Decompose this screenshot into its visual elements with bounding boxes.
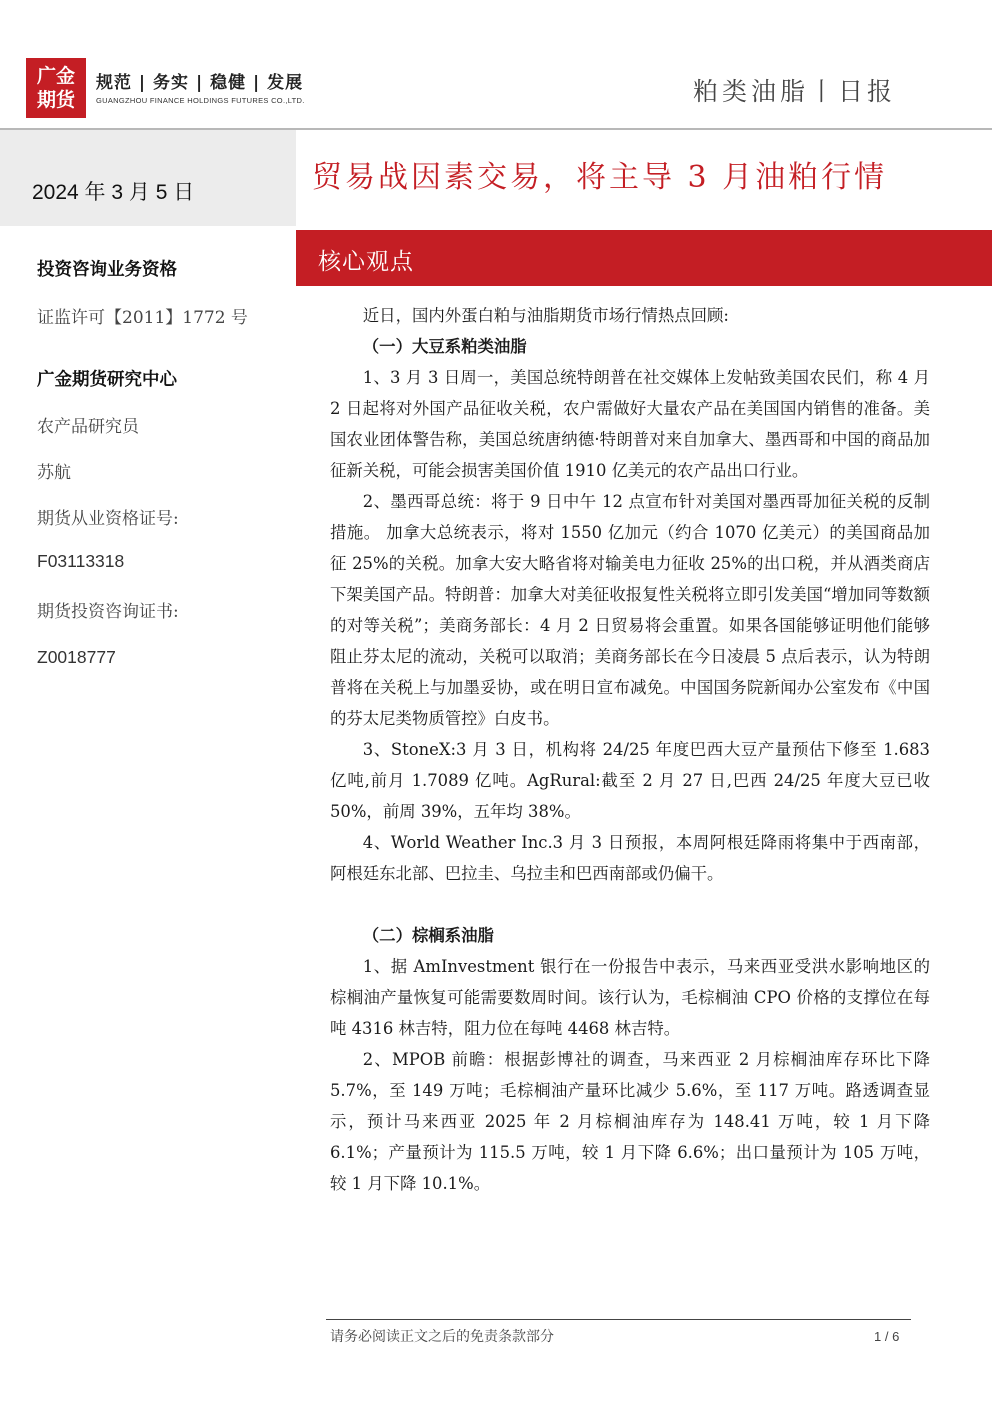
research-center: 广金期货研究中心 — [37, 370, 177, 390]
spacer — [330, 889, 930, 920]
consult-label: 期货投资咨询证书: — [37, 602, 179, 622]
date-box — [0, 130, 296, 226]
cert-label: 期货从业资格证号: — [37, 509, 179, 529]
company-english-name: GUANGZHOU FINANCE HOLDINGS FUTURES CO.,LTD. — [96, 96, 305, 105]
report-date: 2024 年 3 月 5 日 — [32, 181, 195, 204]
page-number: 1 / 6 — [874, 1329, 900, 1344]
company-slogan: 规范 | 务实 | 稳健 | 发展 — [96, 73, 304, 93]
analyst-name: 苏航 — [37, 463, 71, 483]
logo-text-line1: 广金 — [36, 65, 75, 87]
analyst-role: 农产品研究员 — [37, 417, 139, 437]
disclaimer-note: 请务必阅读正文之后的免责条款部分 — [330, 1329, 554, 1345]
report-title: 贸易战因素交易，将主导 3 月油粕行情 — [312, 160, 888, 195]
sidebar — [0, 130, 296, 1290]
report-type: 粕类油脂丨日报 — [692, 77, 896, 106]
paragraph: 2、墨西哥总统：将于 9 日中午 12 点宣布针对美国对墨西哥加征关税的反制措施。 加拿大总统表示，将对 1550 亿加元（约合 1070 亿美元）的美国商品加征 25%的关税。加拿大安大略省将对输美电力征收 25%的出口税，并从酒类商店下架美国产品。特朗普：加拿大对美征收报复性关税将立即引发美国“增加同等数额的对等关税”；美商务部长：4 月 2 日贸易将会重置。如果各国能够证明他们能够阻止芬太尼的流动，关税可以取消；美商务部长在今日凌晨 5 点后表示，认为特朗普将在关税上与加墨妥协，或在明日宣布减免。中国国务院新闻办公室发布《中国的芬太尼类物质管控》白皮书。 — [330, 492, 930, 728]
subheading-soy: （一）大豆系粕类油脂 — [362, 337, 527, 356]
paragraph: 2、MPOB 前瞻：根据彭博社的调查，马来西亚 2 月棕榈油库存环比下降 5.7%，至 149 万吨；毛棕榈油产量环比减少 5.6%，至 117 万吨。路透调查显示，预计马来西亚 2025 年 2 月棕榈油库存为 148.41 万吨，较 1 月下降 6.1%；产量预计为 115.5 万吨，较 1 月下降 6.6%；出口量预计为 105 万吨，较 1 月下降 10.1%。 — [330, 1050, 930, 1193]
cert-number: F03113318 — [37, 551, 125, 571]
paragraph: 1、据 AmInvestment 银行在一份报告中表示，马来西亚受洪水影响地区的棕榈油产量恢复可能需要数周时间。该行认为，毛棕榈油 CPO 价格的支撑位在每吨 4316 林吉特，阻力位在每吨 4468 林吉特。 — [330, 957, 930, 1038]
section-header — [296, 230, 992, 286]
qualification-title: 投资咨询业务资格 — [37, 260, 177, 280]
company-logo — [26, 58, 86, 118]
section-title: 核心观点 — [318, 249, 414, 275]
report-body — [330, 300, 930, 1199]
consult-number: Z0018777 — [37, 647, 116, 667]
subheading-palm: （二）棕榈系油脂 — [362, 926, 494, 945]
intro-paragraph: 近日，国内外蛋白粕与油脂期货市场行情热点回顾: — [362, 306, 729, 325]
qualification-license: 证监许可【2011】1772 号 — [37, 308, 248, 328]
paragraph: 4、World Weather Inc.3 月 3 日预报，本周阿根廷降雨将集中于西南部，阿根廷东北部、巴拉圭、乌拉圭和巴西南部或仍偏干。 — [330, 833, 930, 883]
footer-divider — [326, 1319, 911, 1320]
paragraph: 3、StoneX:3 月 3 日，机构将 24/25 年度巴西大豆产量预估下修至 1.683 亿吨,前月 1.7089 亿吨。AgRural:截至 2 月 27 日,巴西 24/25 年度大豆已收 50%，前周 39%，五年均 38%。 — [330, 740, 930, 821]
paragraph: 1、3 月 3 日周一，美国总统特朗普在社交媒体上发帖致美国农民们，称 4 月 2 日起将对外国产品征收关税，农户需做好大量农产品在美国国内销售的准备。美国农业团体警告称，美国总统唐纳德·特朗普对来自加拿大、墨西哥和中国的商品加征新关税，可能会损害美国价值 1910 亿美元的农产品出口行业。 — [330, 368, 930, 480]
logo-text-line2: 期货 — [36, 89, 75, 111]
